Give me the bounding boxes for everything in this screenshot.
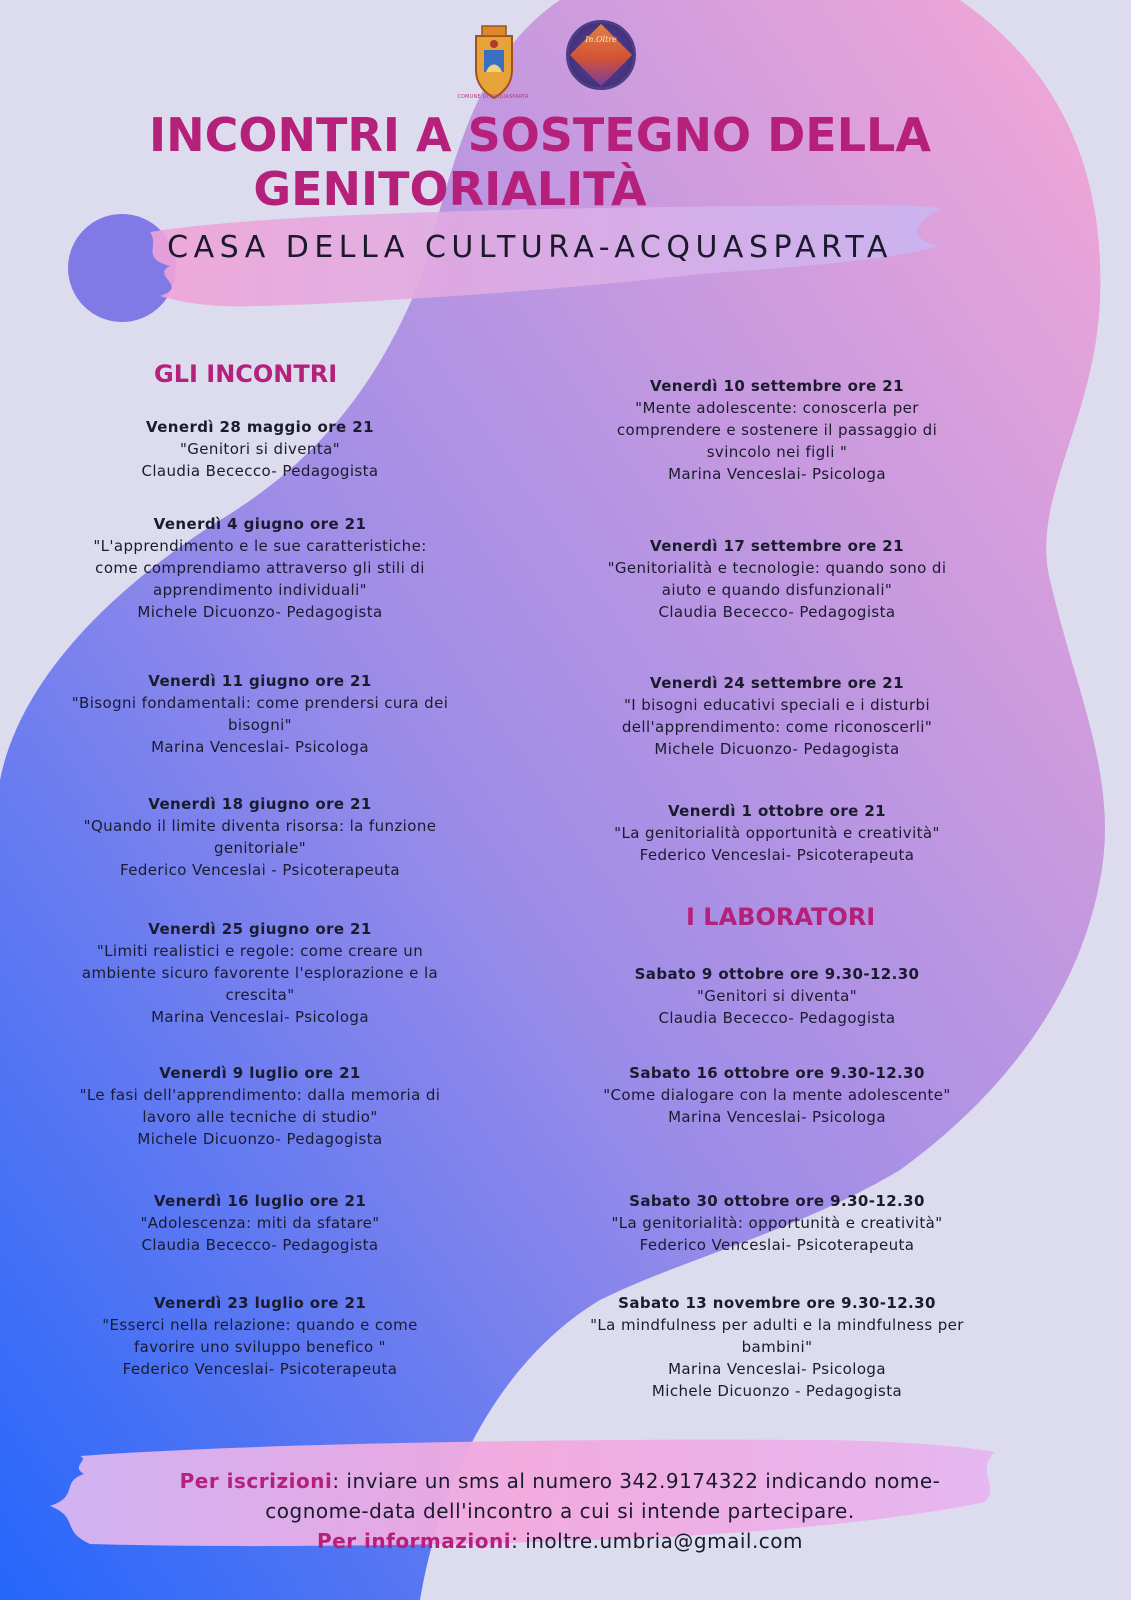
lab-topic: "La genitorialità: opportunità e creatività": [611, 1214, 943, 1232]
event-item: [70, 1190, 450, 1256]
lab-item: [587, 1062, 967, 1128]
lab-speaker: Federico Venceslai- Psicoterapeuta: [639, 1236, 915, 1254]
event-topic: "Genitori si diventa": [179, 440, 340, 458]
page-title-line1: INCONTRI A SOSTEGNO DELLA: [149, 108, 931, 162]
event-topic: "Limiti realistici e regole: come creare un ambiente sicuro favorente l'esplorazione e la crescita": [81, 942, 439, 1004]
lab-item: [587, 1190, 967, 1256]
event-speaker: Claudia Bececco- Pedagogista: [141, 462, 379, 480]
lab-speaker-2: Michele Dicuonzo - Pedagogista: [651, 1382, 903, 1400]
lab-item: [587, 1292, 967, 1402]
event-item: [70, 793, 450, 881]
iscrizioni-text: : inviare un sms al numero 342.9174322 indicando nome-cognome-data dell'incontro a cui si intende partecipare.: [265, 1469, 941, 1523]
event-date: Venerdì 23 luglio ore 21: [153, 1294, 367, 1312]
event-speaker: Michele Dicuonzo- Pedagogista: [137, 1130, 383, 1148]
lab-date: Sabato 16 ottobre ore 9.30-12.30: [629, 1064, 925, 1082]
logo-text: In.Oltre: [585, 35, 617, 44]
inoltre-logo: [566, 20, 636, 90]
event-date: Venerdì 11 giugno ore 21: [148, 672, 372, 690]
crest-caption: COMUNE DI ACQUASPARTA: [457, 94, 529, 100]
lab-date: Sabato 9 ottobre ore 9.30-12.30: [634, 965, 920, 983]
event-topic: "I bisogni educativi speciali e i disturbi dell'apprendimento: come riconoscerli": [621, 696, 933, 736]
event-date: Venerdì 10 settembre ore 21: [650, 377, 904, 395]
laboratori-heading: I LABORATORI: [686, 903, 876, 931]
event-topic: "Mente adolescente: conoscerla per comprendere e sostenere il passaggio di svincolo nei figli ": [616, 399, 938, 461]
page-subtitle: CASA DELLA CULTURA-ACQUASPARTA: [167, 230, 893, 265]
lab-topic: "Genitori si diventa": [696, 987, 857, 1005]
event-topic: "Le fasi dell'apprendimento: dalla memoria di lavoro alle tecniche di studio": [79, 1086, 441, 1126]
event-item: [70, 416, 450, 482]
event-item: [70, 670, 450, 758]
event-date: Venerdì 1 ottobre ore 21: [667, 802, 887, 820]
logo-shape-icon: [570, 24, 632, 86]
lab-speaker: Marina Venceslai- Psicologa: [668, 1360, 886, 1378]
event-date: Venerdì 25 giugno ore 21: [148, 920, 372, 938]
event-speaker: Federico Venceslai - Psicoterapeuta: [120, 861, 400, 879]
incontri-heading: GLI INCONTRI: [154, 360, 338, 388]
event-topic: "La genitorialità opportunità e creatività": [614, 824, 940, 842]
lab-topic: "Come dialogare con la mente adolescente": [603, 1086, 951, 1104]
event-date: Venerdì 24 settembre ore 21: [650, 674, 904, 692]
event-item: [587, 375, 967, 485]
event-date: Venerdì 18 giugno ore 21: [148, 795, 372, 813]
event-speaker: Claudia Bececco- Pedagogista: [658, 603, 896, 621]
event-topic: "Adolescenza: miti da sfatare": [140, 1214, 380, 1232]
event-item: [70, 1062, 450, 1150]
event-speaker: Marina Venceslai- Psicologa: [151, 1008, 369, 1026]
event-item: [70, 513, 450, 623]
lab-item: [587, 963, 967, 1029]
lab-date: Sabato 30 ottobre ore 9.30-12.30: [629, 1192, 925, 1210]
event-date: Venerdì 4 giugno ore 21: [153, 515, 367, 533]
lab-speaker: Marina Venceslai- Psicologa: [668, 1108, 886, 1126]
info-label: Per informazioni: [316, 1529, 512, 1553]
event-topic: "L'apprendimento e le sue caratteristiche: come comprendiamo attraverso gli stili di apprendimento individuali": [93, 537, 427, 599]
comune-crest-logo: [466, 22, 522, 102]
event-date: Venerdì 16 luglio ore 21: [153, 1192, 367, 1210]
event-topic: "Genitorialità e tecnologie: quando sono di aiuto e quando disfunzionali": [607, 559, 947, 599]
lab-speaker: Claudia Bececco- Pedagogista: [658, 1009, 896, 1027]
event-topic: "Quando il limite diventa risorsa: la funzione genitoriale": [83, 817, 437, 857]
event-item: [587, 535, 967, 623]
event-topic: "Bisogni fondamentali: come prendersi cura dei bisogni": [71, 694, 449, 734]
event-speaker: Michele Dicuonzo- Pedagogista: [137, 603, 383, 621]
info-text[interactable]: : inoltre.umbria@gmail.com: [511, 1529, 804, 1553]
event-date: Venerdì 28 maggio ore 21: [146, 418, 374, 436]
event-item: [587, 800, 967, 866]
event-speaker: Claudia Bececco- Pedagogista: [141, 1236, 379, 1254]
event-speaker: Federico Venceslai- Psicoterapeuta: [122, 1360, 398, 1378]
event-speaker: Marina Venceslai- Psicologa: [668, 465, 886, 483]
event-speaker: Marina Venceslai- Psicologa: [151, 738, 369, 756]
page-title-line2: GENITORIALITÀ: [253, 162, 647, 216]
event-item: [70, 1292, 450, 1380]
lab-topic: "La mindfulness per adulti e la mindfulness per bambini": [590, 1316, 964, 1356]
event-item: [70, 918, 450, 1028]
event-speaker: Federico Venceslai- Psicoterapeuta: [639, 846, 915, 864]
event-date: Venerdì 9 luglio ore 21: [159, 1064, 361, 1082]
footer-info: [130, 1466, 990, 1556]
lab-date: Sabato 13 novembre ore 9.30-12.30: [618, 1294, 936, 1312]
event-item: [587, 672, 967, 760]
event-topic: "Esserci nella relazione: quando e come favorire uno sviluppo benefico ": [102, 1316, 418, 1356]
event-speaker: Michele Dicuonzo- Pedagogista: [654, 740, 900, 758]
iscrizioni-label: Per iscrizioni: [179, 1469, 333, 1493]
event-date: Venerdì 17 settembre ore 21: [650, 537, 904, 555]
